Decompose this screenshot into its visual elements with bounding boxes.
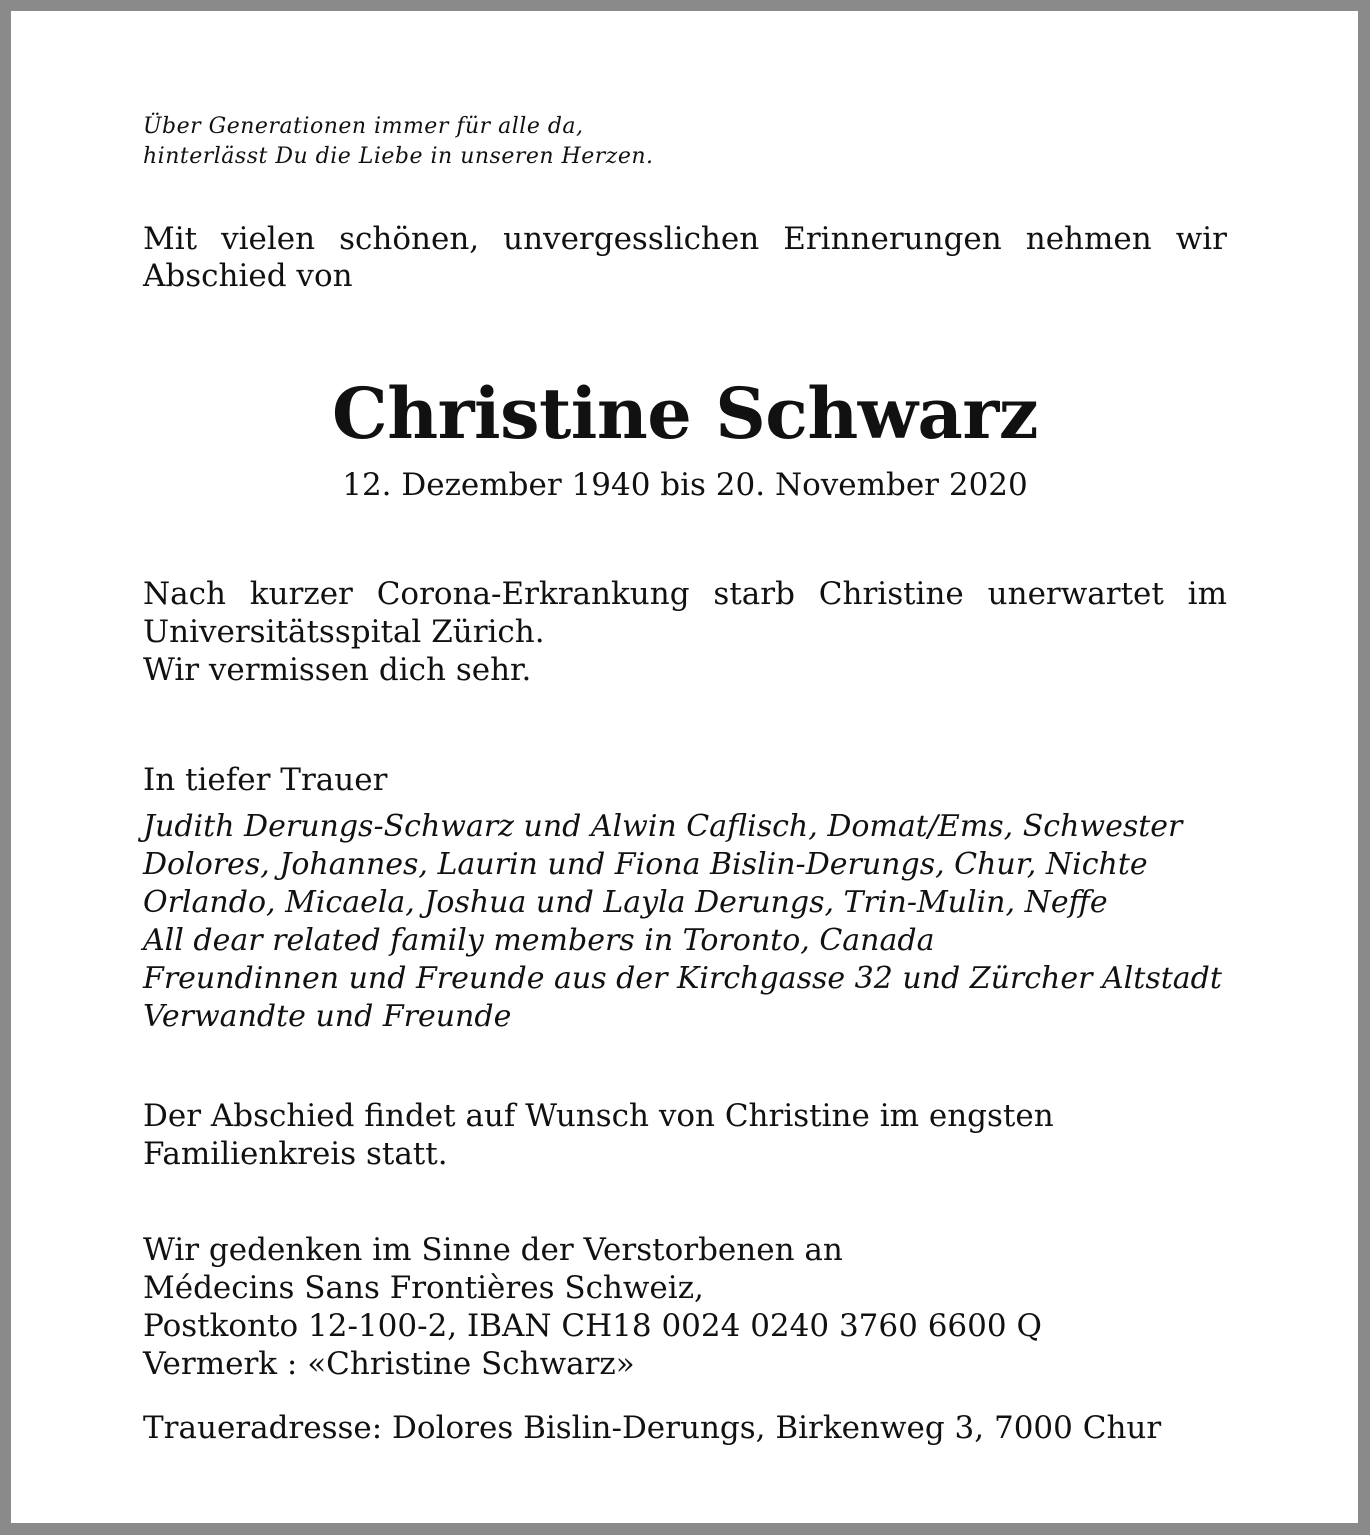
mourner-line: Verwandte und Freunde <box>143 999 512 1034</box>
donation-account: Postkonto 12-100-2, IBAN CH18 0024 0240 3760 6600 Q <box>143 1308 1042 1344</box>
life-dates: 12. Dezember 1940 bis 20. November 2020 <box>342 467 1028 503</box>
mourning-heading: In tiefer Trauer <box>143 762 388 798</box>
announcement-text: Nach kurzer Corona-Erkrankung starb Christine unerwartet im Universitätsspital Zürich. <box>143 576 1227 650</box>
donation-notice <box>143 1231 1227 1383</box>
mourner-line: All dear related family members in Toronto, Canada <box>143 923 935 958</box>
death-announcement <box>143 575 1227 689</box>
farewell-notice: Der Abschied findet auf Wunsch von Christine im engsten Familienkreis statt. <box>143 1098 1054 1172</box>
mourner-line: Judith Derungs-Schwarz und Alwin Caflisch, Domat/Ems, Schwester <box>143 809 1183 844</box>
mourner-line: Freundinnen und Freunde aus der Kirchgasse 32 und Zürcher Altstadt <box>143 961 1222 996</box>
mourning-address: Traueradresse: Dolores Bislin-Derungs, Birkenweg 3, 7000 Chur <box>143 1410 1162 1446</box>
donation-organization: Médecins Sans Frontières Schweiz, <box>143 1270 704 1306</box>
mourner-line: Dolores, Johannes, Laurin und Fiona Bislin-Derungs, Chur, Nichte <box>143 847 1148 882</box>
motto-line: Über Generationen immer für alle da, <box>143 114 584 139</box>
donation-reference: Vermerk : «Christine Schwarz» <box>143 1346 635 1382</box>
deceased-name: Christine Schwarz <box>331 372 1039 455</box>
mourner-line: Orlando, Micaela, Joshua und Layla Derungs, Trin-Mulin, Neffe <box>143 885 1108 920</box>
donation-line: Wir gedenken im Sinne der Verstorbenen an <box>143 1232 843 1268</box>
motto <box>143 112 654 172</box>
mourners-list <box>143 808 1243 1036</box>
mourning-section <box>143 761 1243 1036</box>
motto-line: hinterlässt Du die Liebe in unseren Herzen. <box>143 144 654 169</box>
intro-text: Mit vielen schönen, unvergesslichen Erinnerungen nehmen wir Abschied von <box>143 221 1227 294</box>
obituary-page <box>11 11 1358 1523</box>
announcement-closing: Wir vermissen dich sehr. <box>143 652 532 688</box>
